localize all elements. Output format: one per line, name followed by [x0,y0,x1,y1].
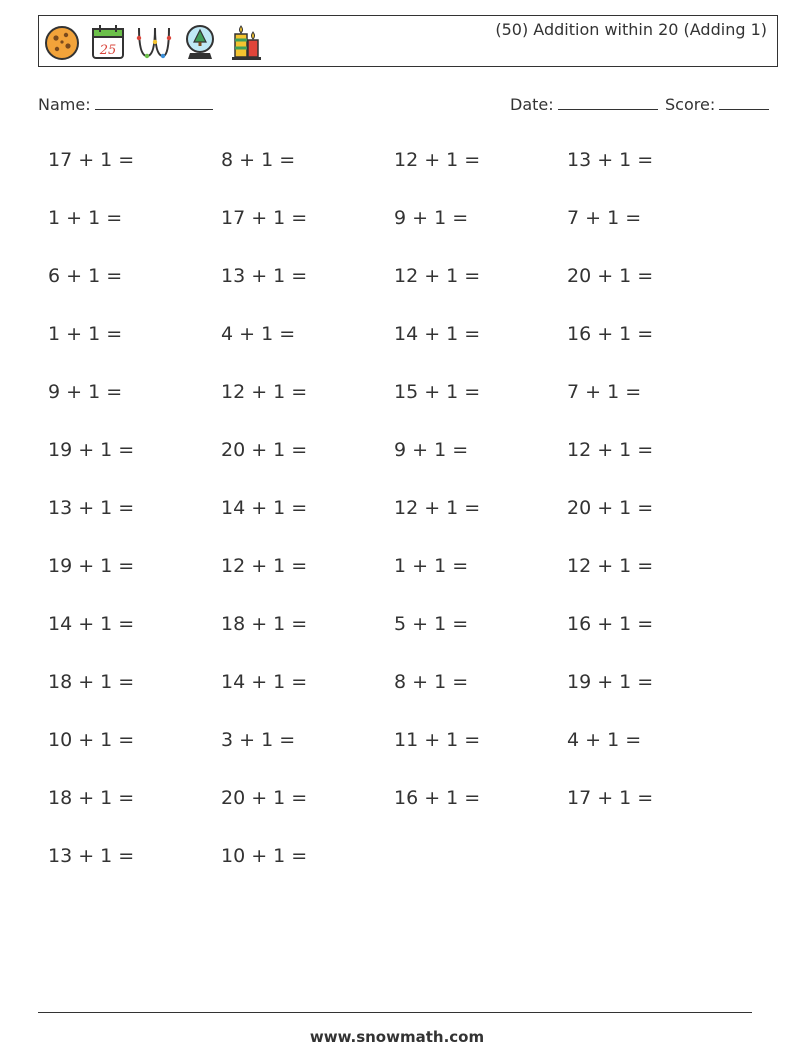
name-field [38,93,213,114]
problem-item: 8 + 1 = [221,149,296,171]
problem-item: 14 + 1 = [221,497,308,519]
problem-item: 20 + 1 = [567,497,654,519]
problem-item: 13 + 1 = [567,149,654,171]
problem-item: 20 + 1 = [221,439,308,461]
footer-divider [38,1012,752,1013]
problem-item: 14 + 1 = [394,323,481,345]
problem-item: 10 + 1 = [221,845,308,867]
score-label: Score: [665,95,716,114]
problem-item: 12 + 1 = [221,381,308,403]
footer-url: www.snowmath.com [309,1028,485,1046]
problem-item: 14 + 1 = [48,613,135,635]
problem-item: 1 + 1 = [394,555,469,577]
date-blank [558,93,658,110]
problem-item: 20 + 1 = [221,787,308,809]
worksheet-header [38,15,778,67]
problem-item: 11 + 1 = [394,729,481,751]
problem-item: 18 + 1 = [48,671,135,693]
problem-item: 13 + 1 = [48,497,135,519]
problem-item: 9 + 1 = [394,207,469,229]
score-blank [719,93,769,110]
problem-item: 13 + 1 = [48,845,135,867]
date-label: Date: [510,95,554,114]
problem-item: 19 + 1 = [48,439,135,461]
problem-item: 12 + 1 = [567,555,654,577]
date-field [510,93,658,114]
problem-item: 10 + 1 = [48,729,135,751]
calendar-icon [89,22,127,62]
problem-item: 4 + 1 = [567,729,642,751]
problem-item: 12 + 1 = [394,265,481,287]
problem-item: 12 + 1 = [394,497,481,519]
problem-item: 18 + 1 = [221,613,308,635]
name-blank [95,93,213,110]
problem-item: 7 + 1 = [567,207,642,229]
problem-item: 3 + 1 = [221,729,296,751]
problem-item: 19 + 1 = [48,555,135,577]
problem-item: 9 + 1 = [48,381,123,403]
problem-item: 1 + 1 = [48,323,123,345]
string-lights-icon [135,22,173,62]
problem-item: 16 + 1 = [394,787,481,809]
problem-item: 1 + 1 = [48,207,123,229]
problem-item: 17 + 1 = [567,787,654,809]
problem-item: 14 + 1 = [221,671,308,693]
snow-globe-icon [181,22,219,62]
calendar-number: 25 [99,43,117,58]
problem-item: 12 + 1 = [221,555,308,577]
problem-item: 16 + 1 = [567,613,654,635]
score-field [665,93,769,114]
name-label: Name: [38,95,91,114]
worksheet-title: (50) Addition within 20 (Adding 1) [495,20,767,39]
problem-item: 6 + 1 = [48,265,123,287]
problem-item: 19 + 1 = [567,671,654,693]
cookie-icon [43,22,81,62]
problem-item: 4 + 1 = [221,323,296,345]
problem-item: 7 + 1 = [567,381,642,403]
problem-item: 13 + 1 = [221,265,308,287]
problem-item: 9 + 1 = [394,439,469,461]
problem-item: 12 + 1 = [394,149,481,171]
problem-item: 17 + 1 = [221,207,308,229]
problem-item: 8 + 1 = [394,671,469,693]
problem-item: 20 + 1 = [567,265,654,287]
problem-item: 17 + 1 = [48,149,135,171]
problem-item: 15 + 1 = [394,381,481,403]
problem-item: 16 + 1 = [567,323,654,345]
problem-item: 12 + 1 = [567,439,654,461]
problem-item: 5 + 1 = [394,613,469,635]
problem-item: 18 + 1 = [48,787,135,809]
candles-icon [227,22,265,62]
